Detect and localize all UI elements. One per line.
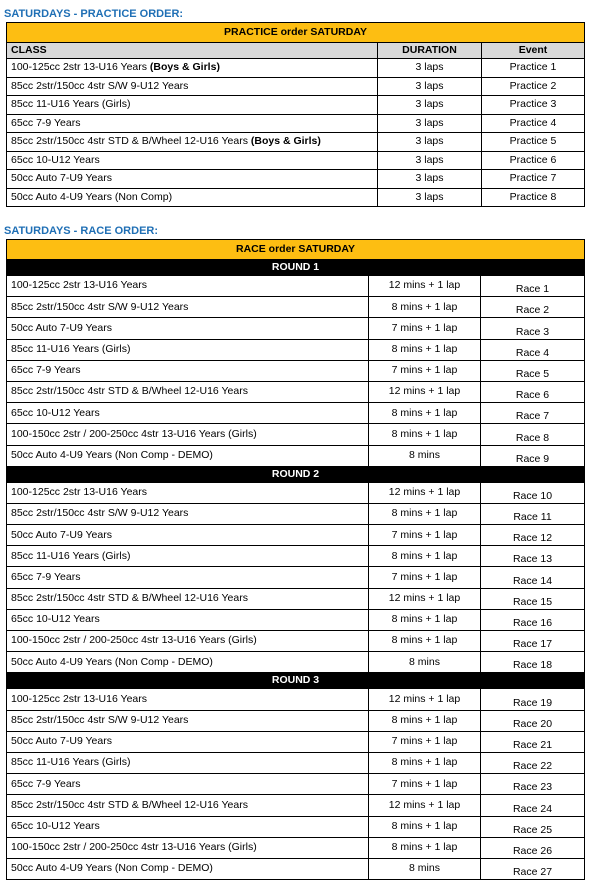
duration-cell: 3 laps (378, 114, 482, 133)
event-cell: Race 16 (481, 609, 585, 630)
duration-cell: 8 mins + 1 lap (369, 710, 481, 731)
class-cell: 85cc 11-U16 Years (Girls) (7, 339, 369, 360)
duration-cell: 8 mins + 1 lap (369, 837, 481, 858)
table-row (7, 77, 585, 96)
class-cell: 100-150cc 2str / 200-250cc 4str 13-U16 Years (Girls) (7, 631, 369, 652)
class-cell (7, 151, 378, 170)
table-row (7, 752, 585, 773)
event-cell: Race 17 (481, 631, 585, 652)
duration-cell: 12 mins + 1 lap (369, 276, 481, 297)
class-cell: 100-125cc 2str 13-U16 Years (7, 689, 369, 710)
duration-cell: 8 mins + 1 lap (369, 403, 481, 424)
event-cell: Race 3 (481, 318, 585, 339)
event-cell: Race 13 (481, 546, 585, 567)
class-cell (7, 188, 378, 207)
duration-cell: 8 mins + 1 lap (369, 503, 481, 524)
table-row (7, 567, 585, 588)
duration-cell: 8 mins + 1 lap (369, 609, 481, 630)
table-row (7, 525, 585, 546)
event-cell: Practice 4 (482, 114, 585, 133)
table-row (7, 795, 585, 816)
duration-cell: 12 mins + 1 lap (369, 588, 481, 609)
event-cell: Race 26 (481, 837, 585, 858)
class-cell: 65cc 10-U12 Years (7, 403, 369, 424)
table-row (7, 188, 585, 207)
event-cell: Race 20 (481, 710, 585, 731)
table-row (7, 276, 585, 297)
table-row (7, 689, 585, 710)
class-label: 85cc 2str/150cc 4str S/W 9-U12 Years (11, 79, 189, 92)
table-row (7, 710, 585, 731)
event-cell: Race 11 (481, 503, 585, 524)
race-section-title: SATURDAYS - RACE ORDER: (4, 225, 159, 237)
table-row (7, 631, 585, 652)
event-cell: Practice 1 (482, 59, 585, 78)
practice-header-row (7, 43, 585, 59)
event-cell: Practice 8 (482, 188, 585, 207)
event-cell: Race 19 (481, 689, 585, 710)
class-cell (7, 133, 378, 152)
class-cell: 50cc Auto 7-U9 Years (7, 318, 369, 339)
duration-cell: 12 mins + 1 lap (369, 689, 481, 710)
event-cell: Practice 5 (482, 133, 585, 152)
event-cell: Race 7 (481, 403, 585, 424)
class-cell: 65cc 7-9 Years (7, 774, 369, 795)
event-cell: Race 2 (481, 297, 585, 318)
duration-cell: 8 mins + 1 lap (369, 339, 481, 360)
duration-cell: 7 mins + 1 lap (369, 774, 481, 795)
event-cell: Practice 2 (482, 77, 585, 96)
table-row (7, 381, 585, 402)
class-cell: 50cc Auto 7-U9 Years (7, 525, 369, 546)
race-banner-row (7, 240, 585, 260)
duration-cell: 7 mins + 1 lap (369, 360, 481, 381)
race-banner: RACE order SATURDAY (7, 240, 585, 260)
class-cell: 100-150cc 2str / 200-250cc 4str 13-U16 Years (Girls) (7, 424, 369, 445)
table-row (7, 360, 585, 381)
class-cell: 85cc 2str/150cc 4str STD & B/Wheel 12-U16 Years (7, 381, 369, 402)
class-cell: 50cc Auto 4-U9 Years (Non Comp - DEMO) (7, 445, 369, 466)
event-cell: Race 25 (481, 816, 585, 837)
practice-order-table (6, 22, 585, 207)
column-header-class: CLASS (7, 43, 378, 59)
table-row (7, 609, 585, 630)
table-row (7, 482, 585, 503)
duration-cell: 8 mins (369, 445, 481, 466)
event-cell: Race 27 (481, 858, 585, 879)
table-row (7, 59, 585, 78)
class-cell: 100-125cc 2str 13-U16 Years (7, 276, 369, 297)
event-cell: Race 23 (481, 774, 585, 795)
duration-cell: 8 mins (369, 858, 481, 879)
round-label: ROUND 3 (7, 673, 585, 689)
duration-cell: 7 mins + 1 lap (369, 318, 481, 339)
table-row (7, 774, 585, 795)
duration-cell: 3 laps (378, 170, 482, 189)
round-label: ROUND 2 (7, 466, 585, 482)
class-label: 65cc 10-U12 Years (11, 153, 100, 166)
class-cell: 50cc Auto 4-U9 Years (Non Comp - DEMO) (7, 652, 369, 673)
class-emphasis: (Boys & Girls) (250, 135, 321, 147)
class-cell: 50cc Auto 7-U9 Years (7, 731, 369, 752)
table-row (7, 424, 585, 445)
table-row (7, 151, 585, 170)
event-cell: Race 21 (481, 731, 585, 752)
table-row (7, 133, 585, 152)
duration-cell: 12 mins + 1 lap (369, 381, 481, 402)
event-cell: Practice 6 (482, 151, 585, 170)
class-label: 50cc Auto 4-U9 Years (Non Comp) (11, 190, 173, 203)
class-cell (7, 96, 378, 115)
class-label: 85cc 11-U16 Years (Girls) (11, 98, 131, 110)
round-label: ROUND 1 (7, 260, 585, 276)
practice-banner: PRACTICE order SATURDAY (7, 23, 585, 43)
table-row (7, 339, 585, 360)
class-label: 50cc Auto 7-U9 Years (11, 172, 112, 184)
duration-cell: 8 mins + 1 lap (369, 297, 481, 318)
duration-cell: 7 mins + 1 lap (369, 525, 481, 546)
round-header-row (7, 260, 585, 276)
round-header-row (7, 673, 585, 689)
class-cell: 85cc 11-U16 Years (Girls) (7, 752, 369, 773)
practice-banner-row (7, 23, 585, 43)
event-cell: Practice 3 (482, 96, 585, 115)
class-cell: 65cc 7-9 Years (7, 360, 369, 381)
event-cell: Race 10 (481, 482, 585, 503)
event-cell: Race 8 (481, 424, 585, 445)
table-row (7, 503, 585, 524)
table-row (7, 731, 585, 752)
table-row (7, 858, 585, 879)
class-cell: 85cc 2str/150cc 4str S/W 9-U12 Years (7, 503, 369, 524)
table-row (7, 297, 585, 318)
column-header-event: Event (482, 43, 585, 59)
event-cell: Race 1 (481, 276, 585, 297)
duration-cell: 8 mins + 1 lap (369, 752, 481, 773)
table-row (7, 588, 585, 609)
column-header-duration: DURATION (378, 43, 482, 59)
table-row (7, 816, 585, 837)
event-cell: Race 15 (481, 588, 585, 609)
duration-cell: 7 mins + 1 lap (369, 731, 481, 752)
class-label: 85cc 2str/150cc 4str STD & B/Wheel 12-U16 Years (11, 135, 251, 147)
duration-cell: 7 mins + 1 lap (369, 567, 481, 588)
event-cell: Race 22 (481, 752, 585, 773)
class-cell (7, 77, 378, 96)
class-label: 65cc 7-9 Years (11, 116, 81, 129)
duration-cell: 8 mins + 1 lap (369, 424, 481, 445)
class-cell: 85cc 2str/150cc 4str S/W 9-U12 Years (7, 710, 369, 731)
duration-cell: 3 laps (378, 96, 482, 115)
class-cell: 65cc 7-9 Years (7, 567, 369, 588)
table-row (7, 96, 585, 115)
table-row (7, 546, 585, 567)
duration-cell: 12 mins + 1 lap (369, 482, 481, 503)
duration-cell: 3 laps (378, 151, 482, 170)
table-row (7, 652, 585, 673)
table-row (7, 114, 585, 133)
class-cell: 85cc 2str/150cc 4str STD & B/Wheel 12-U16 Years (7, 795, 369, 816)
event-cell: Race 6 (481, 381, 585, 402)
event-cell: Race 12 (481, 525, 585, 546)
table-row (7, 403, 585, 424)
duration-cell: 8 mins + 1 lap (369, 546, 481, 567)
class-cell (7, 170, 378, 189)
event-cell: Race 9 (481, 445, 585, 466)
class-cell: 85cc 2str/150cc 4str S/W 9-U12 Years (7, 297, 369, 318)
event-cell: Race 18 (481, 652, 585, 673)
class-cell: 85cc 11-U16 Years (Girls) (7, 546, 369, 567)
class-cell: 65cc 10-U12 Years (7, 609, 369, 630)
duration-cell: 3 laps (378, 59, 482, 78)
duration-cell: 12 mins + 1 lap (369, 795, 481, 816)
duration-cell: 3 laps (378, 188, 482, 207)
duration-cell: 3 laps (378, 133, 482, 152)
round-header-row (7, 466, 585, 482)
duration-cell: 3 laps (378, 77, 482, 96)
table-row (7, 837, 585, 858)
table-row (7, 318, 585, 339)
class-cell: 65cc 10-U12 Years (7, 816, 369, 837)
class-cell: 100-150cc 2str / 200-250cc 4str 13-U16 Years (Girls) (7, 837, 369, 858)
class-cell (7, 114, 378, 133)
practice-section-title: SATURDAYS - PRACTICE ORDER: (4, 8, 184, 20)
class-cell: 50cc Auto 4-U9 Years (Non Comp - DEMO) (7, 858, 369, 879)
event-cell: Race 4 (481, 339, 585, 360)
class-label: 100-125cc 2str 13-U16 Years (11, 61, 150, 73)
duration-cell: 8 mins (369, 652, 481, 673)
event-cell: Practice 7 (482, 170, 585, 189)
class-cell: 100-125cc 2str 13-U16 Years (7, 482, 369, 503)
class-emphasis: (Boys & Girls) (149, 61, 220, 73)
class-cell: 85cc 2str/150cc 4str STD & B/Wheel 12-U16 Years (7, 588, 369, 609)
table-row (7, 445, 585, 466)
duration-cell: 8 mins + 1 lap (369, 631, 481, 652)
event-cell: Race 14 (481, 567, 585, 588)
event-cell: Race 24 (481, 795, 585, 816)
event-cell: Race 5 (481, 360, 585, 381)
class-cell (7, 59, 378, 78)
table-row (7, 170, 585, 189)
duration-cell: 8 mins + 1 lap (369, 816, 481, 837)
race-order-table (6, 239, 585, 880)
